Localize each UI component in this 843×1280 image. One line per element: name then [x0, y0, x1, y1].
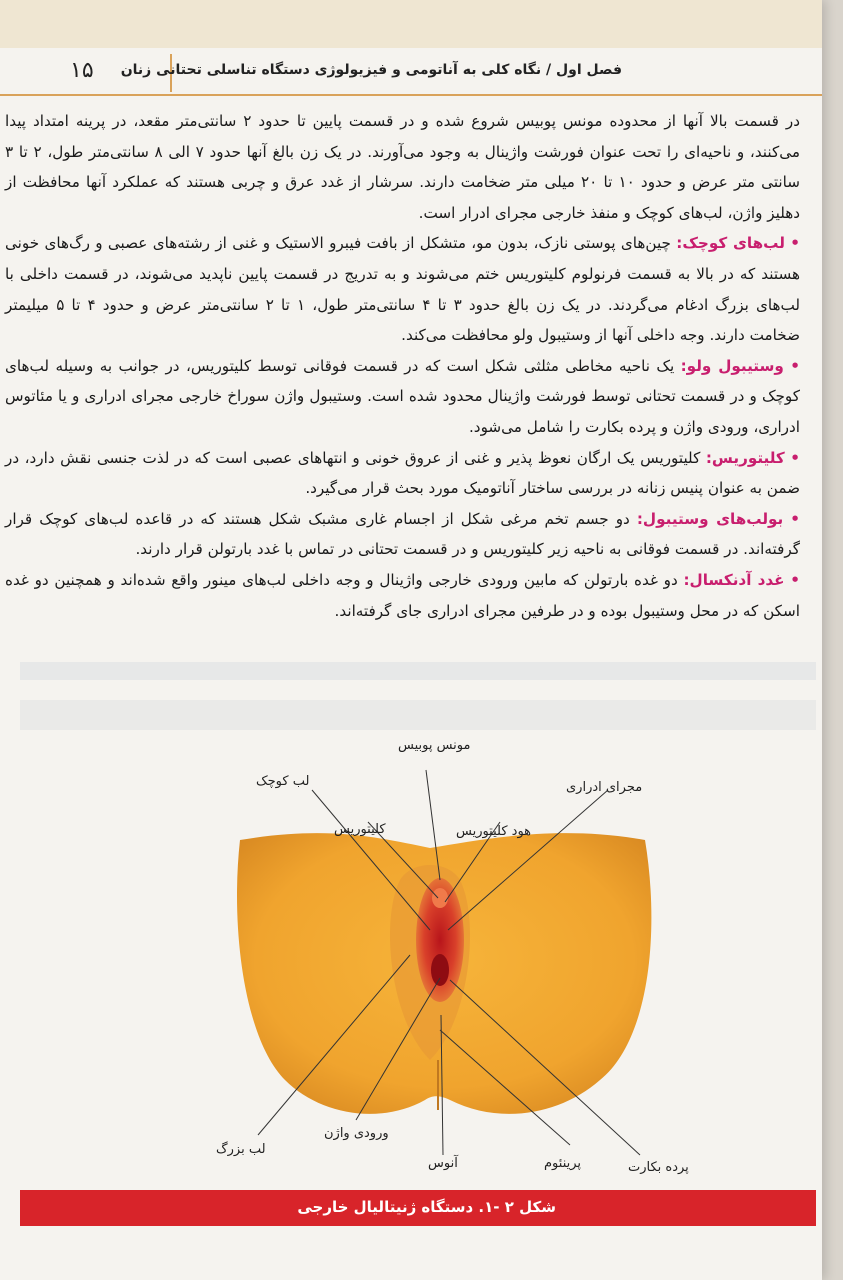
page-number: ۱۵: [70, 58, 94, 83]
top-margin-band: [0, 0, 822, 48]
body-text: [5, 106, 800, 626]
clitoris-paragraph: [5, 443, 800, 504]
term-glands: غدد آدنکسال:: [683, 570, 785, 589]
label-clitoris: کلیتوریس: [334, 822, 386, 837]
clitoris-text: کلیتوریس یک ارگان نعوظ پذیر و غنی از عروق خونی و انتهاهای عصبی است که در لذت جنسی نقش دارد، در ضمن به عنوان پنیس زنانه در بررسی ساختار آناتومیک مورد بحث قرار می‌گیرد.: [5, 448, 800, 498]
bullet: •: [790, 356, 801, 375]
bullet: •: [790, 234, 800, 253]
bulbs-text: دو جسم تخم مرغی شکل از اجسام غاری مشبک شکل هستند که در قاعده لب‌های کوچک قرار گرفته‌اند. در قسمت فوقانی به ناحیه زیر کلیتوریس و در قسمت تحتانی در تماس با غدد بارتولن قرار دارند.: [5, 509, 800, 559]
figure-caption: شکل ۲ -۱. دستگاه ژنیتالیال خارجی: [297, 1198, 556, 1216]
label-labia-minora: لب کوچک: [256, 774, 310, 789]
vestibule-paragraph: [5, 351, 800, 443]
term-vestibule: وستیبول ولو:: [680, 356, 784, 375]
label-clitoral-hood: هود کلیتوریس: [456, 824, 532, 839]
page-header: [0, 50, 822, 96]
glands-text: دو غده بارتولن که مابین ورودی خارجی واژینال و وجه داخلی لب‌های مینور واقع شده‌اند و همچنین دو غده اسکن که در محل وستیبول بوده و در طرفین مجرای ادراری جای گرفته‌اند.: [5, 570, 800, 620]
figure-caption-bar: [20, 1190, 816, 1226]
label-urethra: مجرای ادراری: [566, 780, 643, 795]
labia-minora-paragraph: [5, 228, 800, 350]
label-anus: آنوس: [428, 1156, 458, 1171]
vaginal-opening-shape: [431, 954, 449, 986]
chapter-title: فصل اول / نگاه کلی به آناتومی و فیزیولوژی دستگاه تناسلی تحتانی زنان: [120, 62, 622, 78]
clitoris-shape: [432, 888, 448, 908]
term-clitoris: کلیتوریس:: [705, 448, 785, 467]
label-perineum: پرینئوم: [544, 1156, 582, 1171]
label-vaginal-opening: ورودی واژن: [324, 1126, 389, 1141]
term-bulbs: بولب‌های وستیبول:: [636, 509, 784, 528]
label-mons-pubis: مونس پوبیس: [398, 738, 471, 753]
bullet: •: [790, 448, 800, 467]
anatomy-figure: [0, 730, 822, 1190]
bullet: •: [790, 509, 801, 528]
bleed-through-band: [20, 700, 816, 730]
bleed-through-band: [20, 662, 816, 680]
vestibule-text: یک ناحیه مخاطی مثلثی شکل است که در قسمت فوقانی توسط کلیتوریس، در جوانب به وسیله لب‌های کوچک و در قسمت تحتانی توسط فورشت واژینال محدود شده است. وستیبول واژن سوراخ خارجی مجرای ادراری و یا مئاتوس ادراری، ورودی واژن و پرده بکارت را شامل می‌شود.: [5, 356, 800, 436]
glands-paragraph: [5, 565, 800, 626]
vulva-illustration: [0, 730, 822, 1190]
label-hymen: پرده بکارت: [628, 1160, 689, 1175]
term-labia-minora: لب‌های کوچک:: [676, 234, 785, 253]
intro-paragraph: در قسمت بالا آنها از محدوده مونس پوبیس شروع شده و در قسمت پایین تا حدود ۲ سانتی‌متر مقعد، در پرینه امتداد پیدا می‌کنند، و ناحیه‌ای را تحت عنوان فورشت واژینال به وجود می‌آورند. در یک زن بالغ آنها حدود ۷ الی ۸ سانتی‌متر طول، ۲ تا ۳ سانتی متر عرض و حدود ۱۰ تا ۲۰ میلی متر ضخامت دارند. سرشار از غدد عرق و چربی هستند که عملکرد آنها محافظت از دهلیز واژن، لب‌های کوچک و منفذ خارجی مجرای ادرار است.: [5, 112, 801, 222]
labia-minora-text: چین‌های پوستی نازک، بدون مو، متشکل از بافت فیبرو الاستیک و غنی از رشته‌های عصبی و رگ‌های خونی هستند که در بالا به قسمت فرنولوم کلیتوریس ختم می‌شوند و به تدریج در قسمت پایین ناپدید می‌شوند، در قسمت داخلی با لب‌های بزرگ ادغام می‌گردند. در یک زن بالغ حدود ۳ تا ۴ سانتی‌متر طول، ۱ تا ۲ سانتی‌متر عرض و حدود ۴ تا ۵ میلیمتر ضخامت دارند. وجه داخلی آنها از وستیبول ولو محافظت می‌کند.: [5, 234, 801, 345]
bulbs-paragraph: [5, 504, 800, 565]
bullet: •: [790, 570, 800, 589]
label-labia-majora: لب بزرگ: [216, 1142, 266, 1157]
